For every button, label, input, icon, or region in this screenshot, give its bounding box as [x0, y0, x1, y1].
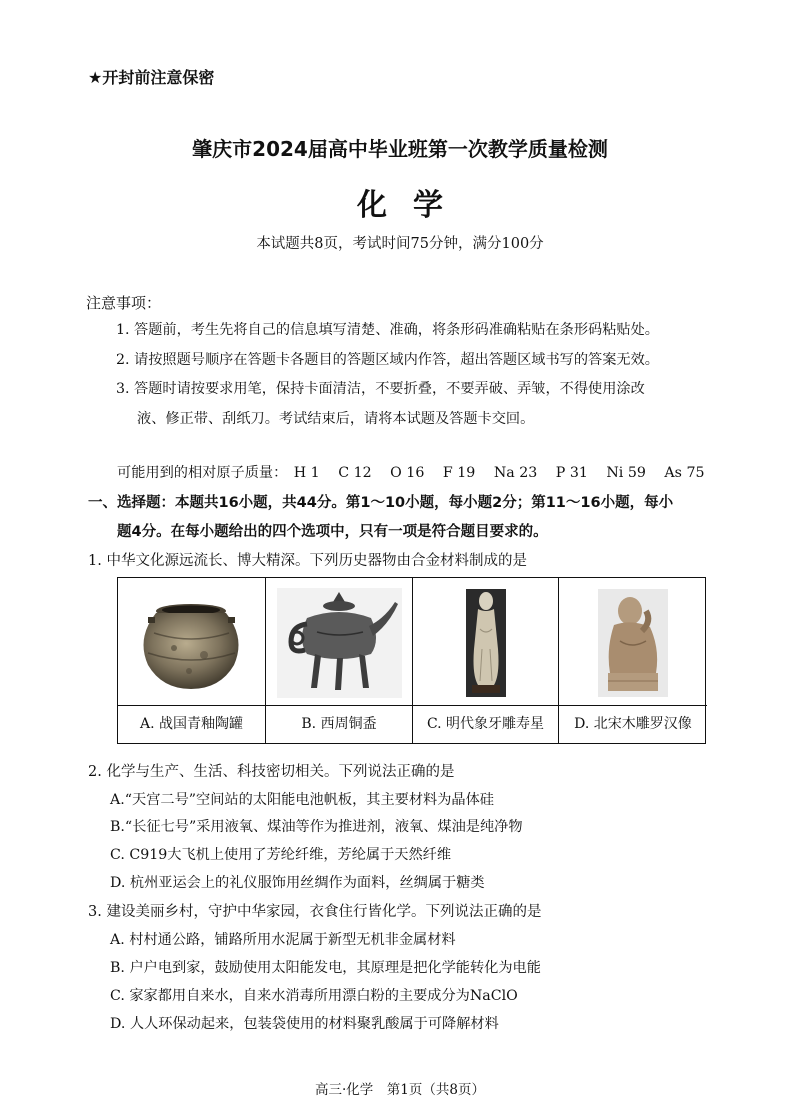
note-item-continued: 液、修正带、刮纸刀。考试结束后，请将本试题及答题卡交回。: [137, 411, 535, 427]
option-c-caption: C. 明代象牙雕寿星: [413, 705, 558, 744]
option-c-cell: [413, 578, 559, 743]
question-2-option: A.“天宫二号”空间站的太阳能电池帆板，其主要材料为晶体硅: [110, 792, 494, 808]
question-2-option: C. C919大飞机上使用了芳纶纤维，芳纶属于天然纤维: [110, 847, 452, 863]
question-2-option: B.“长征七号”采用液氧、煤油等作为推进剂，液氧、煤油是纯净物: [110, 819, 523, 835]
notes-title: 注意事项：: [86, 294, 162, 312]
option-d-cell: [559, 578, 707, 743]
section-heading: 一、选择题：本题共16小题，共44分。第1～10小题，每小题2分；第11～16小题，每小: [88, 495, 674, 511]
question-2-stem: 2. 化学与生产、生活、科技密切相关。下列说法正确的是: [88, 764, 455, 780]
question-1-stem: 1. 中华文化源远流长、博大精深。下列历史器物由合金材料制成的是: [88, 553, 527, 569]
atomic-mass-value: O 16: [390, 465, 425, 481]
question-3-option: B. 户户电到家，鼓励使用太阳能发电，其原理是把化学能转化为电能: [110, 960, 541, 976]
question-3-option: D. 人人环保动起来，包装袋使用的材料聚乳酸属于可降解材料: [110, 1016, 499, 1032]
option-d-caption: D. 北宋木雕罗汉像: [559, 705, 707, 744]
question-1-image-table: [117, 577, 706, 744]
question-3-option: A. 村村通公路，铺路所用水泥属于新型无机非金属材料: [110, 932, 456, 948]
exam-title: 肇庆市2024届高中毕业班第一次教学质量检测: [192, 137, 608, 161]
atomic-mass-label: 可能用到的相对原子质量：: [117, 465, 288, 481]
atomic-mass-value: Na 23: [493, 465, 538, 481]
section-heading-continued: 题4分。在每小题给出的四个选项中，只有一项是符合题目要求的。: [117, 524, 548, 540]
wooden-arhat-image: [559, 584, 707, 702]
atomic-mass-value: C 12: [338, 465, 372, 481]
question-2-option: D. 杭州亚运会上的礼仪服饰用丝绸作为面料，丝绸属于糖类: [110, 875, 485, 891]
option-b-caption: B. 西周铜盉: [266, 705, 412, 744]
option-a-cell: [118, 578, 266, 743]
pottery-jar-image: [118, 584, 265, 702]
confidential-note: ★开封前注意保密: [88, 68, 215, 87]
question-3-option: C. 家家都用自来水，自来水消毒所用漂白粉的主要成分为NaClO: [110, 988, 518, 1004]
atomic-mass-value: H 1: [293, 465, 320, 481]
subject-title: 化学: [357, 188, 469, 223]
note-item: 3. 答题时请按要求用笔，保持卡面清洁，不要折叠，不要弄破、弄皱，不得使用涂改: [116, 381, 645, 397]
atomic-mass-value: F 19: [442, 465, 476, 481]
note-item: 1. 答题前，考生先将自己的信息填写清楚、准确，将条形码准确粘贴在条形码粘贴处。: [116, 322, 659, 338]
atomic-mass-line: [117, 462, 719, 482]
question-3-stem: 3. 建设美丽乡村，守护中华家园，衣食住行皆化学。下列说法正确的是: [88, 904, 542, 920]
ivory-figure-image: [413, 584, 558, 702]
exam-info: 本试题共8页，考试时间75分钟，满分100分: [256, 236, 544, 252]
atomic-mass-value: Ni 59: [606, 465, 646, 481]
atomic-mass-value: P 31: [555, 465, 588, 481]
note-item: 2. 请按照题号顺序在答题卡各题目的答题区域内作答，超出答题区域书写的答案无效。: [116, 352, 659, 368]
page-footer: 高三·化学 第1页（共8页）: [315, 1082, 485, 1098]
atomic-mass-value: As 75: [664, 465, 705, 481]
option-b-cell: [266, 578, 413, 743]
option-a-caption: A. 战国青釉陶罐: [118, 705, 265, 744]
bronze-he-vessel-image: [266, 584, 412, 702]
